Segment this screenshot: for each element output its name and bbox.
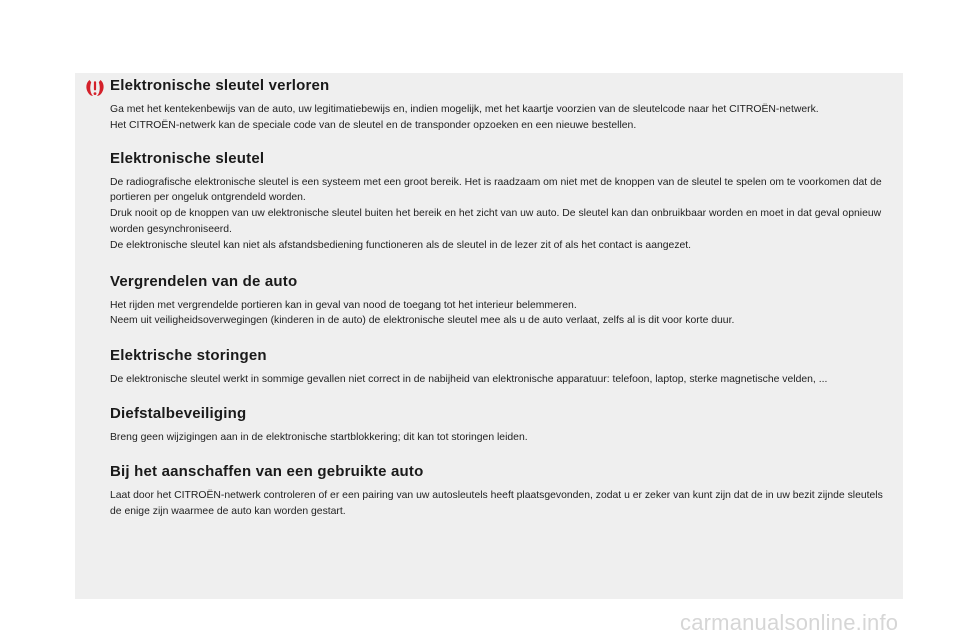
warning-exclamation-icon (85, 79, 105, 97)
paragraph: De radiografische elektronische sleutel is een systeem met een groot bereik. Het is raadzaam om niet met de knoppen van de sleutel te spelen om te voorkomen dat de portieren per ongeluk ontgrendeld worden. (110, 176, 882, 204)
section-title: Vergrendelen van de auto (110, 272, 298, 290)
paragraph: Het rijden met vergrendelde portieren kan in geval van nood de toegang tot het interieur belemmeren. (110, 299, 577, 311)
section-electronic-key (110, 150, 892, 254)
section-title: Elektronische sleutel (110, 149, 265, 167)
section-title: Elektronische sleutel verloren (110, 77, 330, 94)
manual-content (110, 77, 892, 519)
section-title: Bij het aanschaffen van een gebruikte auto (110, 462, 424, 480)
watermark-text: carmanualsonline.info (680, 610, 899, 635)
paragraph: Neem uit veiligheidsoverwegingen (kinderen in de auto) de elektronische sleutel mee als u de auto verlaat, zelfs al is dit voor korte duur. (110, 315, 735, 327)
section-title: Diefstalbeveiliging (110, 404, 247, 422)
section-title: Elektrische storingen (110, 347, 267, 365)
paragraph: Het CITROËN-netwerk kan de speciale code van de sleutel en de transponder opzoeken en een nieuwe bestellen. (110, 119, 637, 131)
paragraph: Laat door het CITROËN-netwerk controleren of er een pairing van uw autosleutels heeft plaatsgevonden, zodat u er zeker van kunt zijn dat de in uw bezit zijnde sleutels de enige zijn waarmee de auto kan worden gestart. (110, 489, 883, 517)
section-used-car (110, 463, 892, 520)
section-lost-key (110, 77, 892, 134)
paragraph: Ga met het kentekenbewijs van de auto, uw legitimatiebewijs en, indien mogelijk, met het kaartje voorzien van de sleutelcode naar het CITROËN-netwerk. (110, 104, 819, 115)
paragraph: De elektronische sleutel kan niet als afstandsbediening functioneren als de sleutel in de lezer zit of als het contact is aangezet. (110, 239, 692, 251)
paragraph: De elektronische sleutel werkt in sommige gevallen niet correct in de nabijheid van elektronische apparatuur: telefoon, laptop, sterke magnetische velden, ... (110, 374, 828, 386)
section-anti-theft (110, 405, 892, 446)
paragraph: Druk nooit op de knoppen van uw elektronische sleutel buiten het bereik en het zicht van uw auto. De sleutel kan dan onbruikbaar worden en moet in dat geval opnieuw worden gesynchroniseerd. (110, 208, 882, 235)
paragraph: Breng geen wijzigingen aan in de elektronische startblokkering; dit kan tot storingen leiden. (110, 431, 528, 443)
section-locking (110, 273, 892, 330)
section-electrical-interference (110, 347, 892, 388)
